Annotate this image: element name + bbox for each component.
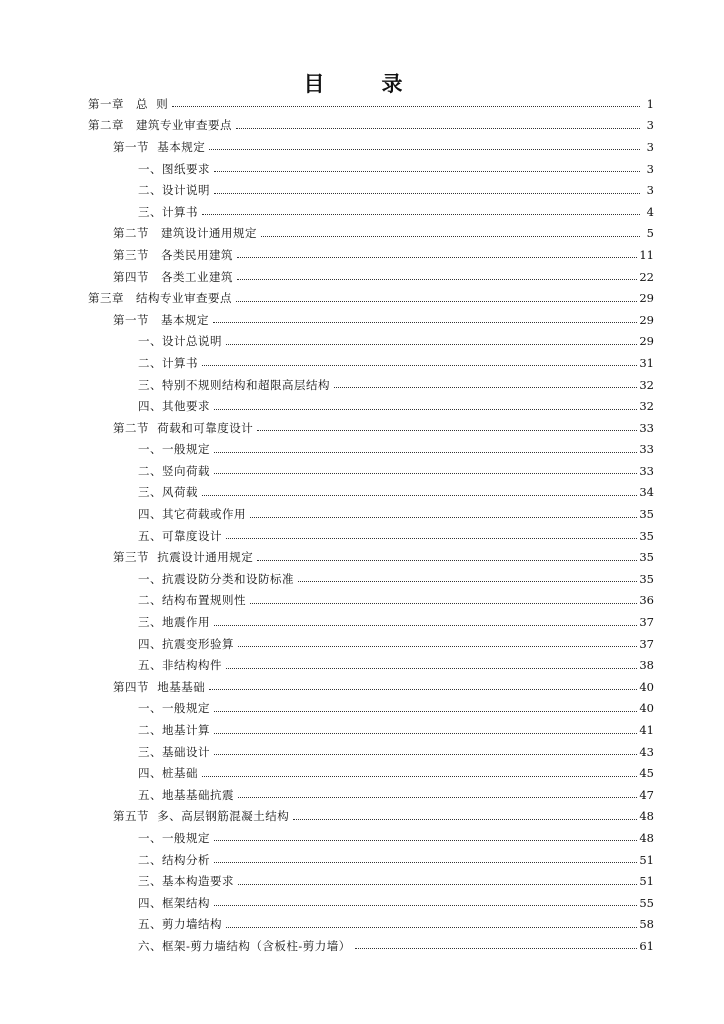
toc-page-number: 48: [639, 830, 654, 845]
toc-subsection-entry[interactable]: [0, 395, 724, 417]
toc-chapter-entry[interactable]: [0, 93, 724, 115]
toc-subsection-entry[interactable]: [0, 331, 724, 353]
dot-leader: [298, 581, 637, 582]
toc-entry-label: 五、地基基础抗震: [138, 787, 234, 802]
dot-leader: [214, 905, 637, 906]
toc-entry-label: 三、基本构造要求: [138, 874, 234, 889]
toc-section-entry[interactable]: [0, 546, 724, 568]
dot-leader: [334, 387, 637, 388]
toc-subsection-entry[interactable]: [0, 352, 724, 374]
toc-entry-label: 四、框架结构: [138, 895, 210, 910]
toc-page-number: 35: [639, 571, 654, 586]
toc-page-number: 51: [639, 874, 654, 889]
toc-entry-label: 第三节 抗震设计通用规定: [113, 550, 254, 565]
dot-leader: [238, 884, 637, 885]
toc-entry-label: 三、计算书: [138, 204, 198, 219]
dot-leader: [202, 776, 637, 777]
toc-section-entry[interactable]: [0, 417, 724, 439]
table-of-contents: [0, 93, 724, 957]
dot-leader: [214, 409, 637, 410]
toc-entry-label: 四、抗震变形验算: [138, 636, 234, 651]
toc-entry-label: 三、基础设计: [138, 744, 210, 759]
dot-leader: [236, 301, 637, 302]
dot-leader: [226, 538, 637, 539]
dot-leader: [257, 560, 637, 561]
toc-subsection-entry[interactable]: [0, 611, 724, 633]
toc-subsection-entry[interactable]: [0, 762, 724, 784]
toc-page-number: 4: [646, 204, 654, 219]
toc-page-number: 41: [639, 723, 654, 738]
toc-page-number: 55: [639, 895, 654, 910]
toc-page-number: 3: [646, 118, 654, 133]
dot-leader: [213, 322, 637, 323]
toc-entry-label: 第二节 建筑设计通用规定: [113, 226, 257, 241]
toc-entry-label: 四、其它荷载或作用: [138, 507, 246, 522]
toc-page-number: 29: [639, 291, 654, 306]
dot-leader: [202, 495, 637, 496]
dot-leader: [214, 733, 637, 734]
toc-page-number: 43: [639, 744, 654, 759]
toc-subsection-entry[interactable]: [0, 633, 724, 655]
toc-page-number: 48: [639, 809, 654, 824]
dot-leader: [214, 754, 637, 755]
dot-leader: [202, 365, 637, 366]
toc-section-entry[interactable]: [0, 136, 724, 158]
toc-page-number: 38: [639, 658, 654, 673]
toc-entry-label: 五、可靠度设计: [138, 528, 222, 543]
toc-page-number: 36: [639, 593, 654, 608]
toc-page-number: 22: [639, 269, 654, 284]
toc-page-number: 5: [646, 226, 654, 241]
toc-page-number: 37: [639, 615, 654, 630]
toc-chapter-entry[interactable]: [0, 115, 724, 137]
toc-page-number: 11: [639, 247, 654, 262]
toc-subsection-entry[interactable]: [0, 654, 724, 676]
toc-entry-label: 二、计算书: [138, 355, 198, 370]
toc-section-entry[interactable]: [0, 223, 724, 245]
toc-page-number: 3: [646, 139, 654, 154]
toc-entry-label: 六、框架-剪力墙结构（含板柱-剪力墙）: [138, 938, 351, 953]
toc-subsection-entry[interactable]: [0, 935, 724, 957]
toc-page-number: 31: [639, 355, 654, 370]
toc-subsection-entry[interactable]: [0, 568, 724, 590]
toc-chapter-entry[interactable]: [0, 287, 724, 309]
toc-entry-label: 一、一般规定: [138, 830, 210, 845]
toc-subsection-entry[interactable]: [0, 741, 724, 763]
toc-page-number: 34: [639, 485, 654, 500]
dot-leader: [214, 473, 637, 474]
toc-section-entry[interactable]: [0, 244, 724, 266]
toc-subsection-entry[interactable]: [0, 784, 724, 806]
toc-section-entry[interactable]: [0, 676, 724, 698]
dot-leader: [214, 452, 637, 453]
dot-leader: [226, 344, 637, 345]
dot-leader: [355, 948, 638, 949]
toc-subsection-entry[interactable]: [0, 201, 724, 223]
toc-entry-label: 四、桩基础: [138, 766, 198, 781]
toc-entry-label: 第四节 各类工业建筑: [113, 269, 233, 284]
toc-subsection-entry[interactable]: [0, 698, 724, 720]
dot-leader: [236, 128, 640, 129]
toc-page-number: 61: [639, 938, 654, 953]
toc-page-number: 33: [639, 463, 654, 478]
toc-entry-label: 二、结构布置规则性: [138, 593, 246, 608]
dot-leader: [209, 689, 637, 690]
dot-leader: [293, 819, 637, 820]
toc-subsection-entry[interactable]: [0, 503, 724, 525]
toc-entry-label: 第二章 建筑专业审查要点: [88, 118, 232, 133]
toc-subsection-entry[interactable]: [0, 849, 724, 871]
toc-subsection-entry[interactable]: [0, 892, 724, 914]
toc-subsection-entry[interactable]: [0, 827, 724, 849]
toc-page-number: 32: [639, 377, 654, 392]
toc-entry-label: 二、设计说明: [138, 183, 210, 198]
toc-section-entry[interactable]: [0, 806, 724, 828]
toc-page-number: 35: [639, 507, 654, 522]
toc-entry-label: 二、结构分析: [138, 852, 210, 867]
toc-page-number: 29: [639, 312, 654, 327]
toc-subsection-entry[interactable]: [0, 525, 724, 547]
toc-page-number: 58: [639, 917, 654, 932]
toc-subsection-entry[interactable]: [0, 460, 724, 482]
toc-page-number: 33: [639, 420, 654, 435]
dot-leader: [226, 927, 637, 928]
page-title: 目 录: [303, 72, 421, 96]
toc-entry-label: 二、地基计算: [138, 723, 210, 738]
dot-leader: [238, 797, 637, 798]
toc-entry-label: 第四节 地基基础: [113, 679, 206, 694]
dot-leader: [237, 279, 637, 280]
toc-entry-label: 一、一般规定: [138, 442, 210, 457]
toc-subsection-entry[interactable]: [0, 719, 724, 741]
toc-entry-label: 四、其他要求: [138, 399, 210, 414]
toc-page-number: 1: [646, 96, 654, 111]
dot-leader: [257, 430, 637, 431]
toc-entry-label: 五、非结构构件: [138, 658, 222, 673]
toc-page-number: 51: [639, 852, 654, 867]
dot-leader: [214, 171, 640, 172]
toc-subsection-entry[interactable]: [0, 914, 724, 936]
toc-entry-label: 第三节 各类民用建筑: [113, 247, 233, 262]
dot-leader: [214, 862, 637, 863]
toc-page-number: 40: [639, 701, 654, 716]
toc-entry-label: 二、竖向荷载: [138, 463, 210, 478]
toc-section-entry[interactable]: [0, 266, 724, 288]
dot-leader: [209, 149, 640, 150]
toc-page-number: 47: [639, 787, 654, 802]
toc-page-number: 32: [639, 399, 654, 414]
toc-entry-label: 一、一般规定: [138, 701, 210, 716]
toc-entry-label: 第一节 基本规定: [113, 139, 206, 154]
toc-entry-label: 一、抗震设防分类和设防标准: [138, 571, 294, 586]
dot-leader: [214, 840, 637, 841]
toc-subsection-entry[interactable]: [0, 179, 724, 201]
toc-entry-label: 三、特别不规则结构和超限高层结构: [138, 377, 330, 392]
toc-subsection-entry[interactable]: [0, 158, 724, 180]
dot-leader: [226, 668, 637, 669]
toc-entry-label: 一、图纸要求: [138, 161, 210, 176]
toc-page-number: 3: [646, 161, 654, 176]
dot-leader: [237, 257, 637, 258]
dot-leader: [238, 646, 637, 647]
toc-entry-label: 三、风荷载: [138, 485, 198, 500]
toc-page-number: 40: [639, 679, 654, 694]
toc-subsection-entry[interactable]: [0, 374, 724, 396]
dot-leader: [172, 106, 640, 107]
dot-leader: [202, 214, 640, 215]
toc-page-number: 35: [639, 528, 654, 543]
toc-page-number: 35: [639, 550, 654, 565]
toc-entry-label: 三、地震作用: [138, 615, 210, 630]
toc-page-number: 45: [639, 766, 654, 781]
toc-entry-label: 五、剪力墙结构: [138, 917, 222, 932]
toc-page-number: 33: [639, 442, 654, 457]
toc-page-number: 37: [639, 636, 654, 651]
dot-leader: [250, 517, 637, 518]
dot-leader: [261, 236, 640, 237]
toc-subsection-entry[interactable]: [0, 590, 724, 612]
toc-entry-label: 第一节 基本规定: [113, 312, 209, 327]
dot-leader: [214, 193, 640, 194]
toc-entry-label: 第三章 结构专业审查要点: [88, 291, 232, 306]
toc-page-number: 29: [639, 334, 654, 349]
toc-subsection-entry[interactable]: [0, 482, 724, 504]
toc-subsection-entry[interactable]: [0, 439, 724, 461]
toc-entry-label: 第一章 总 则: [88, 96, 169, 111]
toc-subsection-entry[interactable]: [0, 870, 724, 892]
toc-entry-label: 第二节 荷载和可靠度设计: [113, 420, 254, 435]
toc-entry-label: 第五节 多、高层钢筋混凝土结构: [113, 809, 290, 824]
dot-leader: [214, 625, 637, 626]
dot-leader: [214, 711, 637, 712]
dot-leader: [250, 603, 637, 604]
toc-page-number: 3: [646, 183, 654, 198]
toc-section-entry[interactable]: [0, 309, 724, 331]
toc-entry-label: 一、设计总说明: [138, 334, 222, 349]
